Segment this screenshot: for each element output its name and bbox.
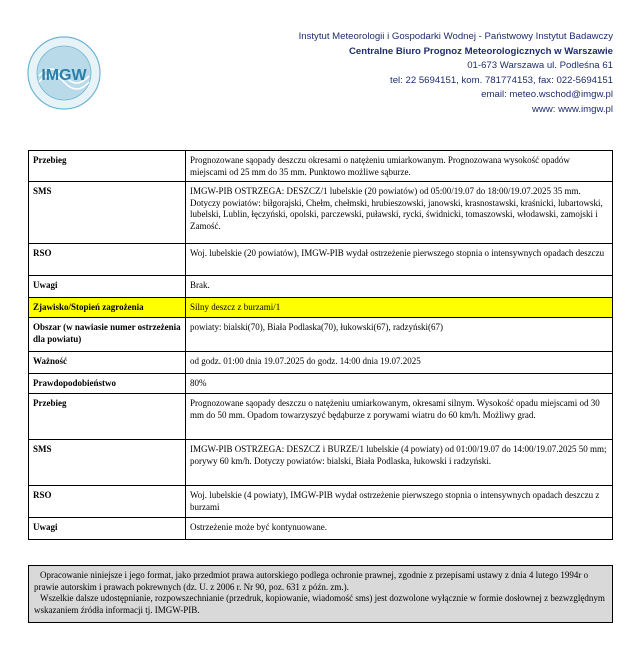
email: email: meteo.wschod@imgw.pl xyxy=(481,89,613,101)
institute-name: Instytut Meteorologii i Gospodarki Wodnej - Państwowy Instytut Badawczy xyxy=(298,31,613,42)
row-value: IMGW-PIB OSTRZEGA: DESZCZ/1 lubelskie (20 powiatów) od 05:00/19.07 do 18:00/19.07.2025 35 mm. Dotyczy powiatów: biłgorajski, Chełm, chełmski, hrubieszowski, janowski, krasnostawski, kraśnicki, lubartowski, lubelski, Lublin, łęczyński, opolski, parczewski, puławski, rycki, świdnicki, tomaszowski, włodawski, zamojski i Zamość. xyxy=(186,182,613,244)
phone: tel: 22 5694151, kom. 781774153, fax: 022-5694151 xyxy=(390,74,613,86)
row-label: Uwagi xyxy=(29,518,186,540)
warning-row xyxy=(29,486,613,518)
copyright-p2: Wszelkie dalsze udostępnianie, rozpowszechnianie (przedruk, kopiowanie, wiadomość sms) jest dozwolone wyłącznie w formie dosłownej z bezwzględnym wskazaniem źródła informacji tj. IMGW-PIB. xyxy=(34,593,605,615)
warning-row xyxy=(29,440,613,486)
warning-row xyxy=(29,374,613,394)
row-value: 80% xyxy=(186,374,613,394)
warning-table xyxy=(28,150,613,540)
imgw-logo xyxy=(27,36,101,110)
row-label: Ważność xyxy=(29,352,186,374)
row-label: SMS xyxy=(29,182,186,244)
warning-row xyxy=(29,244,613,276)
row-value: IMGW-PIB OSTRZEGA: DESZCZ i BURZE/1 lubelskie (4 powiaty) od 01:00/19.07 do 14:00/19.07.2025 50 mm; porywy 60 km/h. Dotyczy powiatów: bialski, Biała Podlaska, łukowski i radzyński. xyxy=(186,440,613,486)
row-value: Woj. lubelskie (4 powiaty), IMGW-PIB wydał ostrzeżenie pierwszego stopnia o intensywnych opadach deszczu z burzami xyxy=(186,486,613,518)
row-value: od godz. 01:00 dnia 19.07.2025 do godz. 14:00 dnia 19.07.2025 xyxy=(186,352,613,374)
row-value: Silny deszcz z burzami/1 xyxy=(186,298,613,318)
row-label: RSO xyxy=(29,486,186,518)
logo-text: IMGW xyxy=(41,67,87,84)
row-label: Przebieg xyxy=(29,151,186,182)
copyright-p1: Opracowanie niniejsze i jego format, jako przedmiot prawa autorskiego podlega ochronie prawnej, zgodnie z przepisami ustawy z dnia 4 lutego 1994r o prawie autorskim i prawach pokrewnych (dz. U. z 2006 r. Nr 90, poz. 631 z późn. zm.). xyxy=(34,570,589,592)
institute-header xyxy=(299,30,613,118)
warning-row xyxy=(29,298,613,318)
row-label: Obszar (w nawiasie numer ostrzeżenia dla powiatu) xyxy=(29,318,186,352)
row-value: powiaty: bialski(70), Biała Podlaska(70), łukowski(67), radzyński(67) xyxy=(186,318,613,352)
warning-row xyxy=(29,182,613,244)
warning-row xyxy=(29,318,613,352)
row-value: Prognozowane sąopady deszczu o natężeniu umiarkowanym, okresami silnym. Wysokość opadu miejscami od 30 mm do 50 mm. Opadom towarzyszyć będąburze z porywami wiatru do 60 km/h. Możliwy grad. xyxy=(186,394,613,440)
bureau-name: Centralne Biuro Prognoz Meteorologicznych w Warszawie xyxy=(348,45,613,57)
row-label: Prawdopodobieństwo xyxy=(29,374,186,394)
row-value: Prognozowane sąopady deszczu okresami o natężeniu umiarkowanym. Prognozowana wysokość opadów miejscami od 25 mm do 35 mm. Punktowo możliwe sąburze. xyxy=(186,151,613,182)
warning-row xyxy=(29,276,613,298)
row-label: SMS xyxy=(29,440,186,486)
address: 01-673 Warszawa ul. Podleśna 61 xyxy=(467,60,613,72)
row-label: RSO xyxy=(29,244,186,276)
warning-row xyxy=(29,151,613,182)
row-label: Przebieg xyxy=(29,394,186,440)
row-value: Brak. xyxy=(186,276,613,298)
website: www: www.imgw.pl xyxy=(531,103,613,115)
row-value: Woj. lubelskie (20 powiatów), IMGW-PIB wydał ostrzeżenie pierwszego stopnia o intensywnych opadach deszczu xyxy=(186,244,613,276)
warning-row xyxy=(29,518,613,540)
row-value: Ostrzeżenie może być kontynuowane. xyxy=(186,518,613,540)
warning-row xyxy=(29,352,613,374)
copyright-notice xyxy=(28,565,613,623)
row-label: Uwagi xyxy=(29,276,186,298)
warning-row xyxy=(29,394,613,440)
row-label: Zjawisko/Stopień zagrożenia xyxy=(29,298,186,318)
